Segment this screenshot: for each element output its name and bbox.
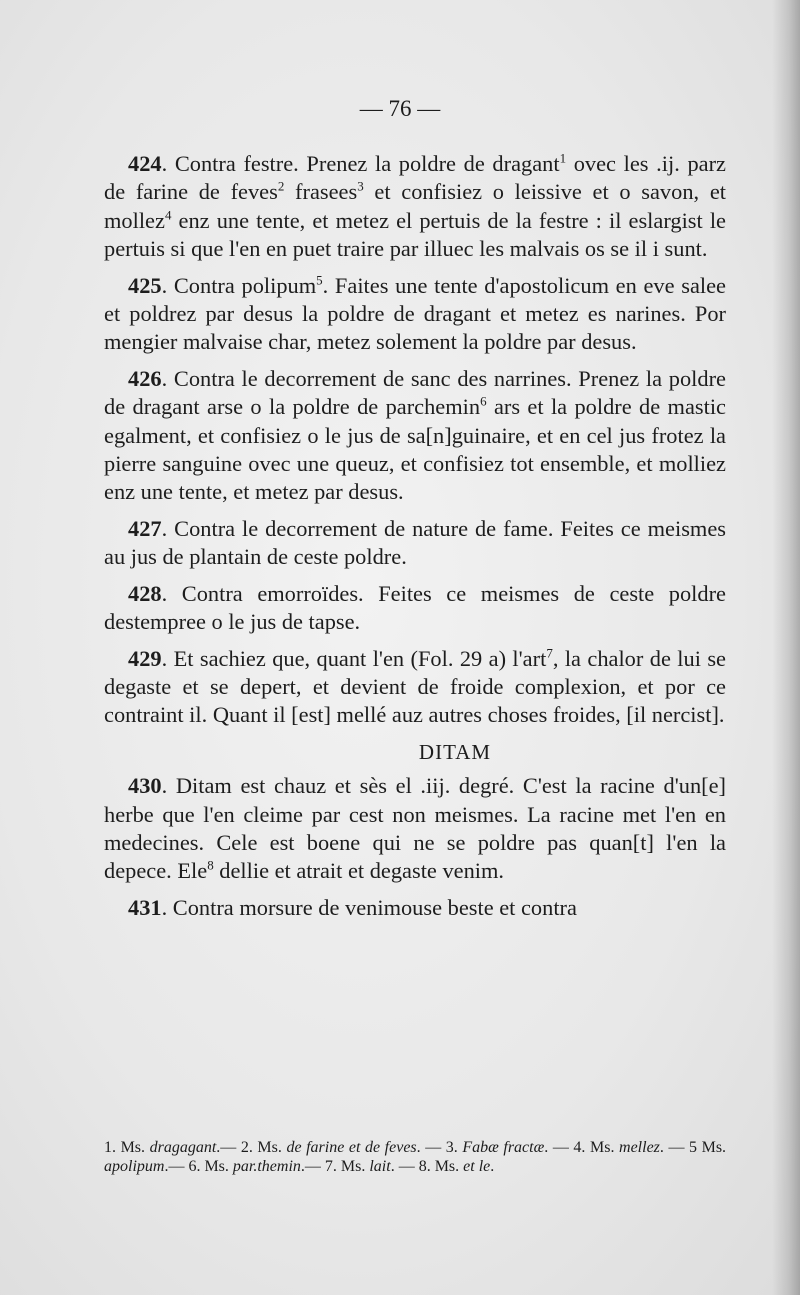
entry-number: 431 xyxy=(128,894,162,920)
entry-text: . Faites une tente d'apostolicum en eve salee et poldrez par desus la poldre de dragant et metez es narines. Por mengier malvaise char, metez solement la poldre par desus. xyxy=(104,272,726,355)
footnote-reading: Fabæ fractæ xyxy=(462,1139,545,1156)
entry-426 xyxy=(104,365,726,507)
entry-number: 426 xyxy=(128,365,162,391)
entry-number: 424 xyxy=(128,151,162,176)
footnote xyxy=(573,1139,689,1156)
entry-425 xyxy=(104,272,726,357)
footnote xyxy=(104,1139,241,1156)
footnote-label: 1. Ms. xyxy=(104,1139,150,1156)
footnote-sep: .— xyxy=(300,1158,325,1175)
footnote-sep: . — xyxy=(659,1139,690,1156)
footnote-label: 2. Ms. xyxy=(240,1139,287,1156)
entry-number: 429 xyxy=(128,645,162,671)
footnote-reading: par.themin xyxy=(232,1158,301,1175)
page-edge-shadow xyxy=(772,0,800,1295)
footnote xyxy=(241,1139,446,1156)
footnote-sep: . xyxy=(490,1158,495,1175)
footnote-ref: 1 xyxy=(559,150,567,166)
footnote-label: 7. Ms. xyxy=(324,1158,370,1175)
footnote xyxy=(419,1158,495,1175)
body-text xyxy=(104,150,726,930)
footnote-reading: apolipum xyxy=(104,1158,165,1175)
footnote-ref: 4 xyxy=(164,207,172,223)
footnote-sep: .— xyxy=(164,1158,189,1175)
entry-text: . Et sachiez que, quant l'en (Fol. 29 a) l'art xyxy=(161,645,547,671)
footnote-reading: mellez xyxy=(619,1139,660,1156)
footnote-sep: . — xyxy=(416,1139,446,1156)
entry-text: ars et la poldre de mastic egalment, et confisiez o le jus de sa[n]guinaire, et en cel jus frotez la pierre sanguine ovec une queuz, et confisiez tot ensemble, et molliez enz une tente, et metez par desus. xyxy=(104,394,726,505)
entry-430 xyxy=(104,772,726,886)
footnote-reading: lait xyxy=(369,1158,391,1175)
entry-text: ovec les .ij. parz de farine de feves xyxy=(104,151,726,205)
entry-427 xyxy=(104,515,726,572)
footnote xyxy=(446,1139,574,1156)
entry-text: frasees xyxy=(284,179,358,205)
footnote-ref: 8 xyxy=(207,857,214,873)
entry-text: . Contra polipum xyxy=(161,272,317,298)
entry-text: . Contra festre. Prenez la poldre de dragant xyxy=(161,151,560,176)
entry-number: 430 xyxy=(128,773,162,799)
entry-428 xyxy=(104,580,726,637)
footnote-reading: dragagant xyxy=(149,1139,217,1156)
footnote-label: 8. Ms. xyxy=(418,1158,464,1175)
entry-number: 428 xyxy=(128,580,162,606)
entry-text: , la chalor de lui se degaste et se depert, et devient de froide complexion, et por ce contraint il. Quant il [est] mellé auz autres choses froides, [il nercist]. xyxy=(104,645,726,728)
entry-text: enz une tente, et metez el pertuis de la festre : il eslargist le pertuis si que l'en en puet traire par illuec les malvais os se il i sunt. xyxy=(104,207,726,262)
footnote-label: 3. xyxy=(445,1139,463,1156)
footnote-reading: de farine et de feves xyxy=(286,1139,417,1156)
entry-text: dellie et atrait et degaste venim. xyxy=(213,858,505,884)
footnote-label: 5 Ms. xyxy=(689,1139,727,1156)
footnote-label: 4. Ms. xyxy=(573,1139,620,1156)
footnote-ref: 6 xyxy=(480,393,487,409)
entry-text: . Ditam est chauz et sès el .iij. degré. C'est la racine d'un[e] herbe que l'en cleime par cest non meismes. La racine met l'en en medecines. Cele est boene qui ne se poldre pas quan[t] l'en la depece. Ele xyxy=(104,773,726,884)
footnote-ref: 3 xyxy=(357,178,364,194)
entry-text: . Contra morsure de venimouse beste et contra xyxy=(161,894,577,920)
footnote-ref: 2 xyxy=(277,178,285,194)
footnote-ref: 5 xyxy=(316,272,323,288)
entry-429 xyxy=(104,645,726,730)
entry-text: . Contra emorroïdes. Feites ce meismes de ceste poldre destempree o le jus de tapse. xyxy=(104,580,726,635)
entry-431 xyxy=(104,894,726,922)
entry-text: et confisiez o leissive et o savon, et mollez xyxy=(104,179,726,233)
footnotes xyxy=(104,1138,726,1176)
footnote-sep: . — xyxy=(390,1158,419,1175)
footnote-label: 6. Ms. xyxy=(188,1158,233,1175)
entry-number: 425 xyxy=(128,272,162,298)
entry-number: 427 xyxy=(128,515,162,541)
section-title: DITAM xyxy=(418,739,492,764)
footnote xyxy=(325,1158,419,1175)
entry-text: . Contra le decorrement de nature de fame. Feites ce meismes au jus de plantain de ceste poldre. xyxy=(104,515,726,570)
entry-text: . Contra le decorrement de sanc des narrines. Prenez la poldre de dragant arse o la poldre de parchemin xyxy=(104,365,726,420)
footnote-sep: . — xyxy=(544,1139,574,1156)
footnote xyxy=(188,1158,324,1175)
entry-424 xyxy=(104,150,726,264)
footnote-reading: et le xyxy=(463,1158,491,1175)
page-number: — 76 — xyxy=(359,96,441,121)
footnote-ref: 7 xyxy=(546,645,553,661)
footnote-sep: .— xyxy=(216,1139,241,1156)
